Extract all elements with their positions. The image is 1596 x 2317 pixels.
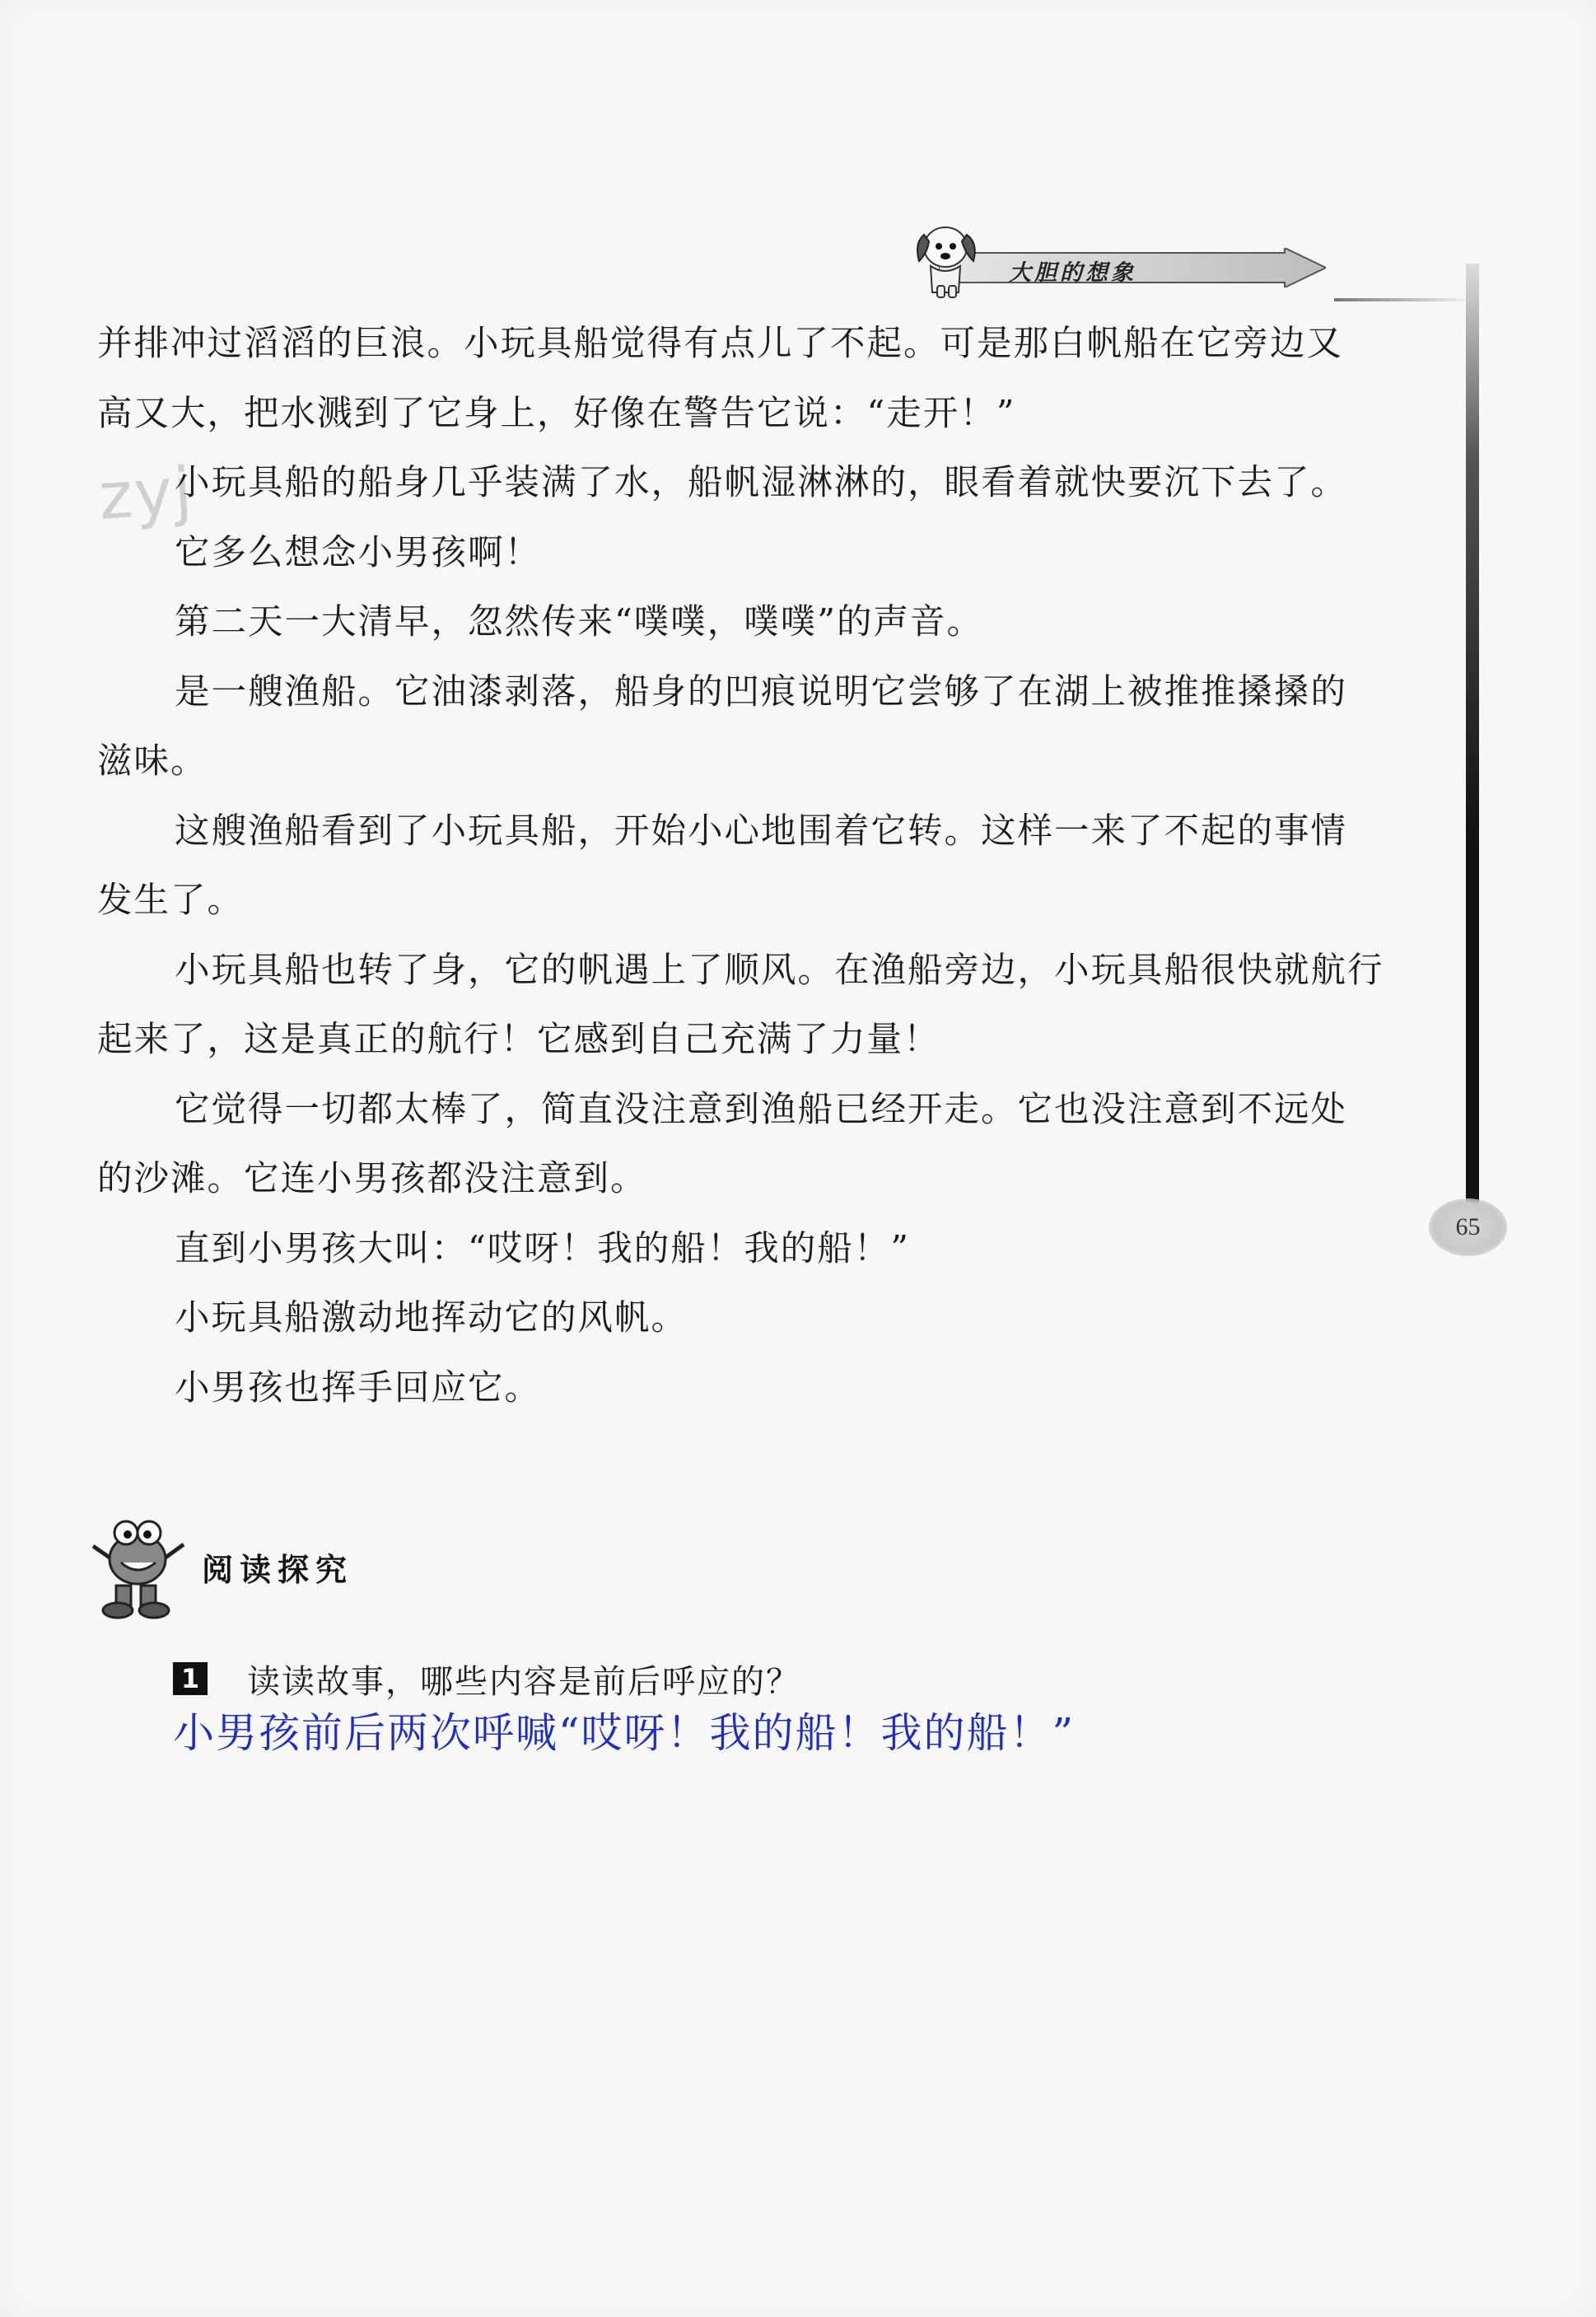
- story-line: 第二天一大清早，忽然传来“噗噗，噗噗”的声音。: [175, 602, 983, 642]
- story-line: 的沙滩。它连小男孩都没注意到。: [97, 1159, 647, 1199]
- puppy-icon: [906, 210, 988, 301]
- frog-mascot-icon: [86, 1503, 194, 1627]
- story-line: 滋味。: [97, 741, 208, 782]
- story-line: 直到小男孩大叫：“哎呀！我的船！我的船！”: [175, 1228, 910, 1269]
- story-line: 小玩具船激动地挥动它的风帆。: [175, 1298, 688, 1338]
- section-title: 阅读探究: [202, 1552, 354, 1588]
- question-text: 读读故事，哪些内容是前后呼应的？: [247, 1663, 800, 1701]
- chapter-header: [889, 210, 1334, 301]
- story-line: 它觉得一切都太棒了，简直没注意到渔船已经开走。它也没注意到不远处: [175, 1089, 1348, 1130]
- watermark: zyj: [96, 454, 196, 535]
- story-line: 这艘渔船看到了小玩具船，开始小心地围着它转。这样一来了不起的事情: [175, 810, 1348, 852]
- story-line: 是一艘渔船。它油漆剥落，船身的凹痕说明它尝够了在湖上被推推搡搡的: [175, 671, 1348, 712]
- story-line: 小男孩也挥手回应它。: [175, 1367, 542, 1408]
- chapter-title: 大胆的想象: [1009, 260, 1136, 286]
- story-line: 并排冲过滔滔的巨浪。小玩具船觉得有点儿了不起。可是那白帆船在它旁边又: [97, 324, 1344, 364]
- header-rule: [1334, 298, 1474, 301]
- story-line: 小玩具船也转了身，它的帆遇上了顺风。在渔船旁边，小玩具船很快就航行: [175, 950, 1384, 991]
- story-line: 发生了。: [97, 881, 245, 921]
- story-line: 起来了，这是真正的航行！它感到自己充满了力量！: [97, 1020, 940, 1060]
- question-number: 1: [173, 1662, 208, 1695]
- story-line: 高又大，把水溅到了它身上，好像在警告它说：“走开！”: [97, 393, 1016, 434]
- story-line: 它多么想念小男孩啊！: [175, 532, 542, 573]
- side-rule: [1466, 264, 1479, 1227]
- story-line: 小玩具船的船身几乎装满了水，船帆湿淋淋的，眼看着就快要沉下去了。: [175, 463, 1348, 503]
- page-number: 65: [1429, 1198, 1507, 1256]
- answer-text: 小男孩前后两次呼喊“哎呀！我的船！我的船！”: [173, 1709, 1076, 1757]
